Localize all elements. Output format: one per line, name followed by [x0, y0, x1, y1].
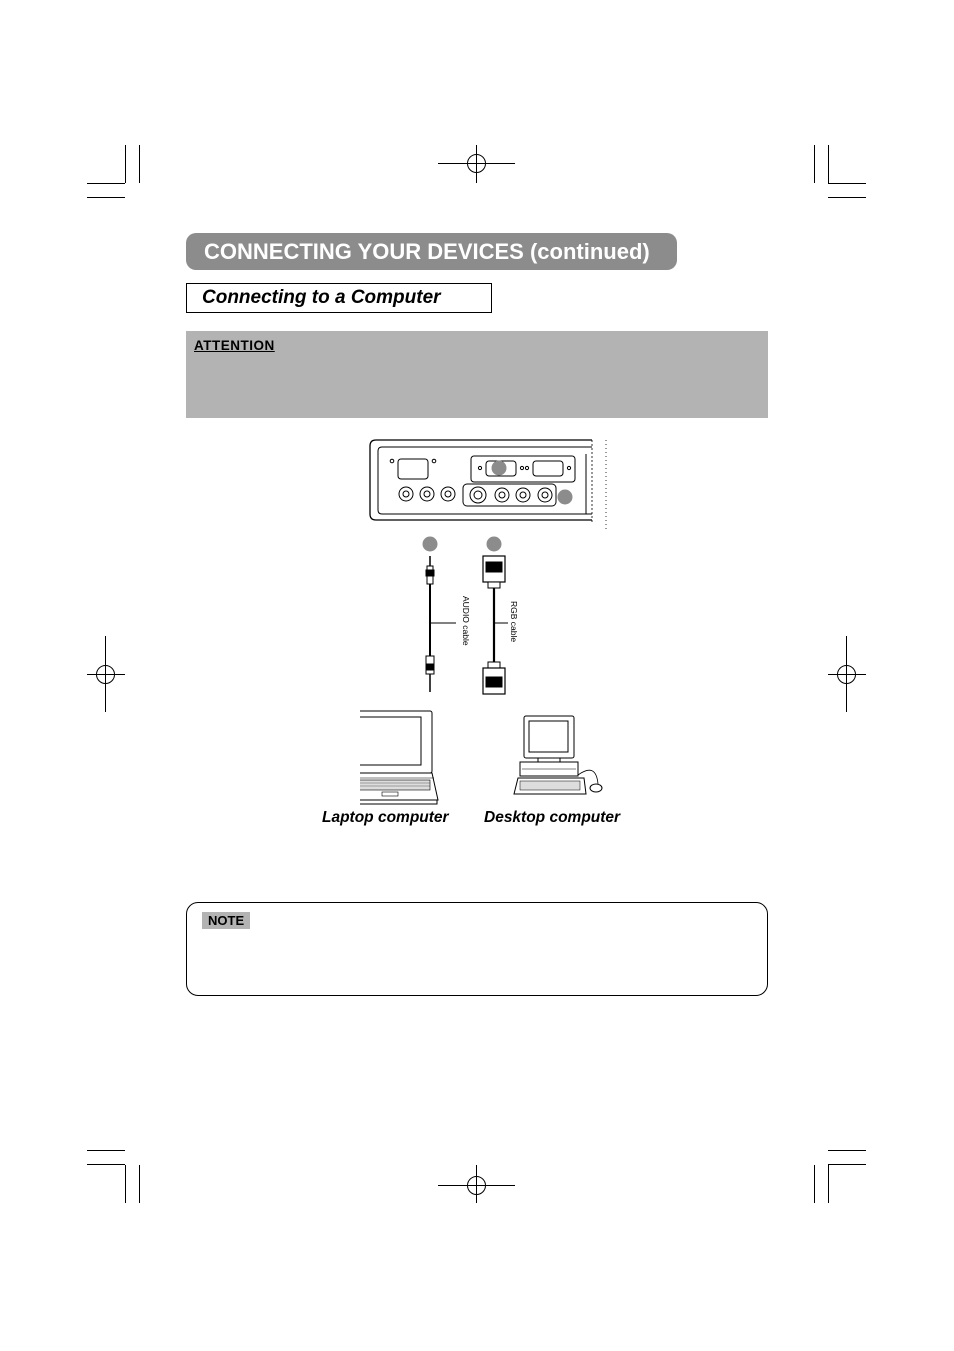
attention-label: ATTENTION — [194, 338, 275, 353]
laptop-caption: Laptop computer — [322, 809, 449, 826]
rgb-cable — [483, 556, 508, 694]
laptop-icon — [360, 711, 438, 804]
audio-cable — [426, 556, 456, 692]
audio-cable-label: AUDIO cable — [461, 596, 471, 646]
note-box — [186, 902, 768, 996]
connection-diagram — [360, 436, 620, 806]
audio-port-marker — [558, 490, 573, 505]
projector-panel — [370, 440, 606, 530]
rgb-port-marker — [492, 461, 507, 476]
rgb-cable-label: RGB cable — [509, 601, 519, 643]
desktop-caption: Desktop computer — [484, 809, 621, 826]
section-subtitle: Connecting to a Computer — [186, 283, 492, 313]
page-title: CONNECTING YOUR DEVICES (continued) — [186, 233, 677, 270]
rgb-cable-marker — [487, 537, 502, 552]
note-label: NOTE — [202, 912, 250, 929]
attention-box — [186, 331, 768, 418]
audio-cable-marker — [423, 537, 438, 552]
desktop-computer-icon — [514, 716, 602, 794]
